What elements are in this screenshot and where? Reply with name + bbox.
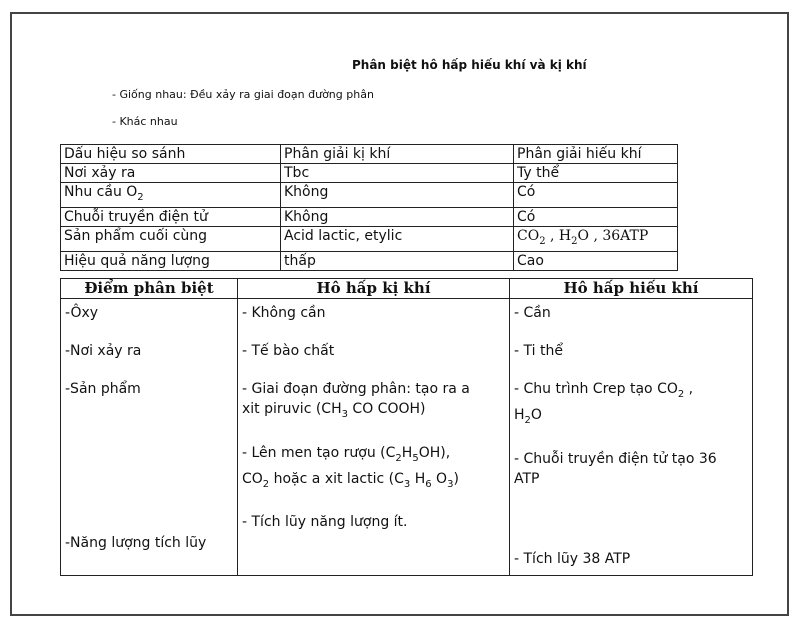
anaerobic-cell — [238, 299, 510, 576]
cell-text: -Ôxy — [65, 305, 99, 321]
table-cell: Có — [514, 183, 678, 208]
cell-text: - Giai đoạn đường phân: tạo ra a — [242, 381, 470, 397]
header-cell: Hô hấp kị khí — [238, 279, 510, 299]
cell-text: - Chu trình Crep tạo $CO_2$ , — [514, 381, 694, 400]
difference-note: - Khác nhau — [112, 115, 178, 128]
criteria-cell — [61, 299, 238, 576]
table-row — [61, 164, 678, 183]
table-cell: Hiệu quả năng lượng — [61, 251, 281, 270]
table-cell: Tbc — [281, 164, 514, 183]
similarity-note: - Giống nhau: Đều xảy ra giai đoạn đường phân — [112, 88, 374, 101]
header-cell: Dấu hiệu so sánh — [61, 145, 281, 164]
table-row — [61, 183, 678, 208]
cell-text: - Tích lũy 38 ATP — [514, 551, 631, 567]
cell-text: ATP — [514, 470, 540, 487]
table-cell: Sản phẩm cuối cùng — [61, 226, 281, 251]
header-cell: Phân giải hiếu khí — [514, 145, 678, 164]
table-row — [61, 226, 678, 251]
table-cell: Acid lactic, etylic — [281, 226, 514, 251]
cell-text: $CO_2$ hoặc a xit lactic ($C_3$ $H_6$ $O_3$) — [242, 470, 459, 490]
table-cell: Không — [281, 183, 514, 208]
cell-text: -Nơi xảy ra — [65, 343, 142, 359]
cell-text: - Tích lũy năng lượng ít. — [242, 514, 408, 531]
table-cell: Nhu cầu $O_2$ — [61, 183, 281, 208]
cell-text: - Ti thể — [514, 343, 563, 359]
cell-text: $H_2O$ — [514, 406, 542, 426]
header-cell: Phân giải kị khí — [281, 145, 514, 164]
table-cell: Nơi xảy ra — [61, 164, 281, 183]
header-cell: Điểm phân biệt — [61, 279, 238, 299]
cell-text: -Sản phẩm — [65, 381, 141, 397]
cell-text: xit piruvic ($CH_3$ CO COOH) — [242, 401, 426, 420]
cell-text: - Tế bào chất — [242, 343, 335, 359]
table-cell: Có — [514, 207, 678, 226]
cell-text: - Không cần — [242, 305, 326, 321]
aerobic-cell — [510, 299, 753, 576]
cell-text: -Năng lượng tích lũy — [65, 535, 207, 551]
table-row — [61, 207, 678, 226]
table-cell: $CO_2$ , $H_2O$ , 36ATP — [514, 226, 678, 251]
table-cell: Không — [281, 207, 514, 226]
cell-text: - Lên men tạo rượu $(C_2H_5OH)$, — [242, 444, 451, 464]
comparison-table-2 — [60, 278, 753, 576]
table-cell: thấp — [281, 251, 514, 270]
table-row — [61, 299, 753, 576]
cell-text: - Chuỗi truyền điện tử tạo 36 — [514, 450, 717, 467]
table-cell: Cao — [514, 251, 678, 270]
table-row — [61, 145, 678, 164]
cell-text: - Cần — [514, 305, 551, 321]
table-cell: Chuỗi truyền điện tử — [61, 207, 281, 226]
header-cell: Hô hấp hiếu khí — [510, 279, 753, 299]
table-cell: Ty thể — [514, 164, 678, 183]
document-title: Phân biệt hô hấp hiếu khí và kị khí — [352, 58, 587, 72]
table-header-row — [61, 279, 753, 299]
comparison-table-1 — [60, 144, 678, 271]
table-row — [61, 251, 678, 270]
